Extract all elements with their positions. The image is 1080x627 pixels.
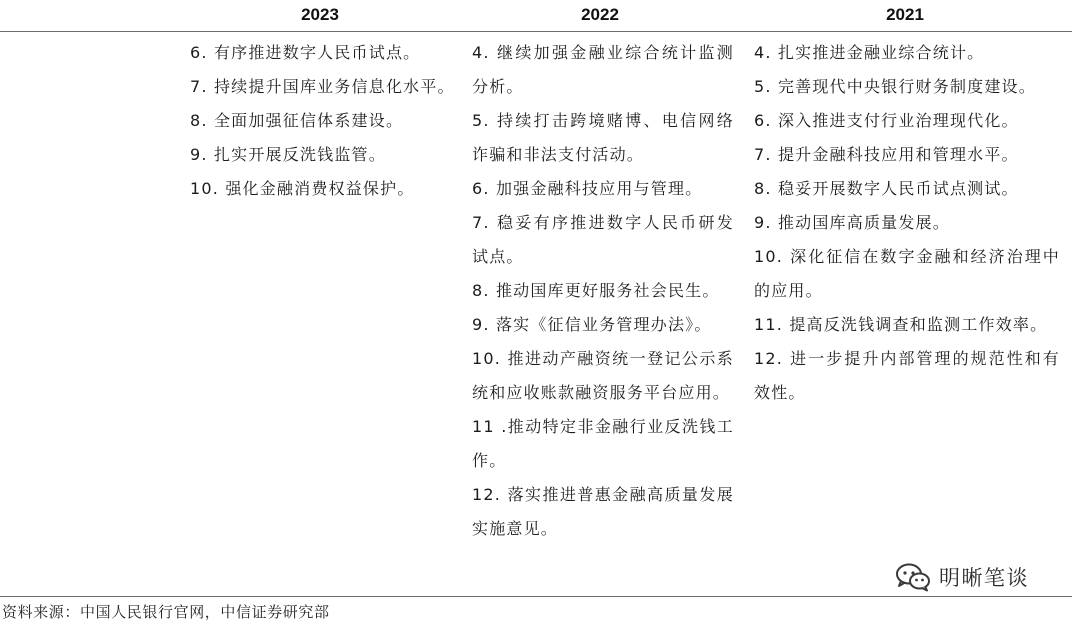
list-item: 6. 加强金融科技应用与管理。	[472, 179, 703, 198]
list-item: 5. 持续打击跨境赌博、电信网络诈骗和非法支付活动。	[472, 111, 734, 164]
list-item: 9. 落实《征信业务管理办法》。	[472, 315, 712, 334]
column-2022	[472, 36, 734, 546]
list-item: 9. 扎实开展反洗钱监管。	[190, 145, 386, 164]
list-item: 9. 推动国库高质量发展。	[754, 213, 950, 232]
list-item: 12. 进一步提升内部管理的规范性和有效性。	[754, 349, 1060, 402]
watermark-text: 明晰笔谈	[939, 566, 1029, 590]
column-2023	[190, 36, 458, 206]
list-item: 11 .推动特定非金融行业反洗钱工作。	[472, 417, 734, 470]
list-item: 5. 完善现代中央银行财务制度建设。	[754, 77, 1036, 96]
list-item: 10. 推进动产融资统一登记公示系统和应收账款融资服务平台应用。	[472, 349, 734, 402]
table-header	[0, 0, 1072, 32]
list-item: 4. 继续加强金融业综合统计监测分析。	[472, 43, 734, 96]
list-item: 6. 有序推进数字人民币试点。	[190, 43, 421, 62]
list-item: 6. 深入推进支付行业治理现代化。	[754, 111, 1019, 130]
list-item: 8. 推动国库更好服务社会民生。	[472, 281, 720, 300]
list-item: 7. 持续提升国库业务信息化水平。	[190, 77, 455, 96]
list-item: 7. 提升金融科技应用和管理水平。	[754, 145, 1019, 164]
header-2023: 2023	[301, 5, 339, 24]
list-item: 11. 提高反洗钱调查和监测工作效率。	[754, 315, 1048, 334]
list-item: 12. 落实推进普惠金融高质量发展实施意见。	[472, 485, 734, 538]
list-item: 4. 扎实推进金融业综合统计。	[754, 43, 985, 62]
wechat-icon	[895, 562, 931, 592]
list-item: 10. 深化征信在数字金融和经济治理中的应用。	[754, 247, 1060, 300]
list-item: 8. 稳妥开展数字人民币试点测试。	[754, 179, 1019, 198]
watermark	[895, 560, 1029, 594]
list-item: 7. 稳妥有序推进数字人民币研发试点。	[472, 213, 734, 266]
list-item: 10. 强化金融消费权益保护。	[190, 179, 415, 198]
column-2021	[754, 36, 1060, 410]
footer-rule	[0, 596, 1072, 597]
source-note: 资料来源：中国人民银行官网，中信证券研究部	[2, 603, 330, 621]
header-2021: 2021	[886, 5, 924, 24]
header-rule	[0, 31, 1072, 32]
header-2022: 2022	[581, 5, 619, 24]
list-item: 8. 全面加强征信体系建设。	[190, 111, 404, 130]
